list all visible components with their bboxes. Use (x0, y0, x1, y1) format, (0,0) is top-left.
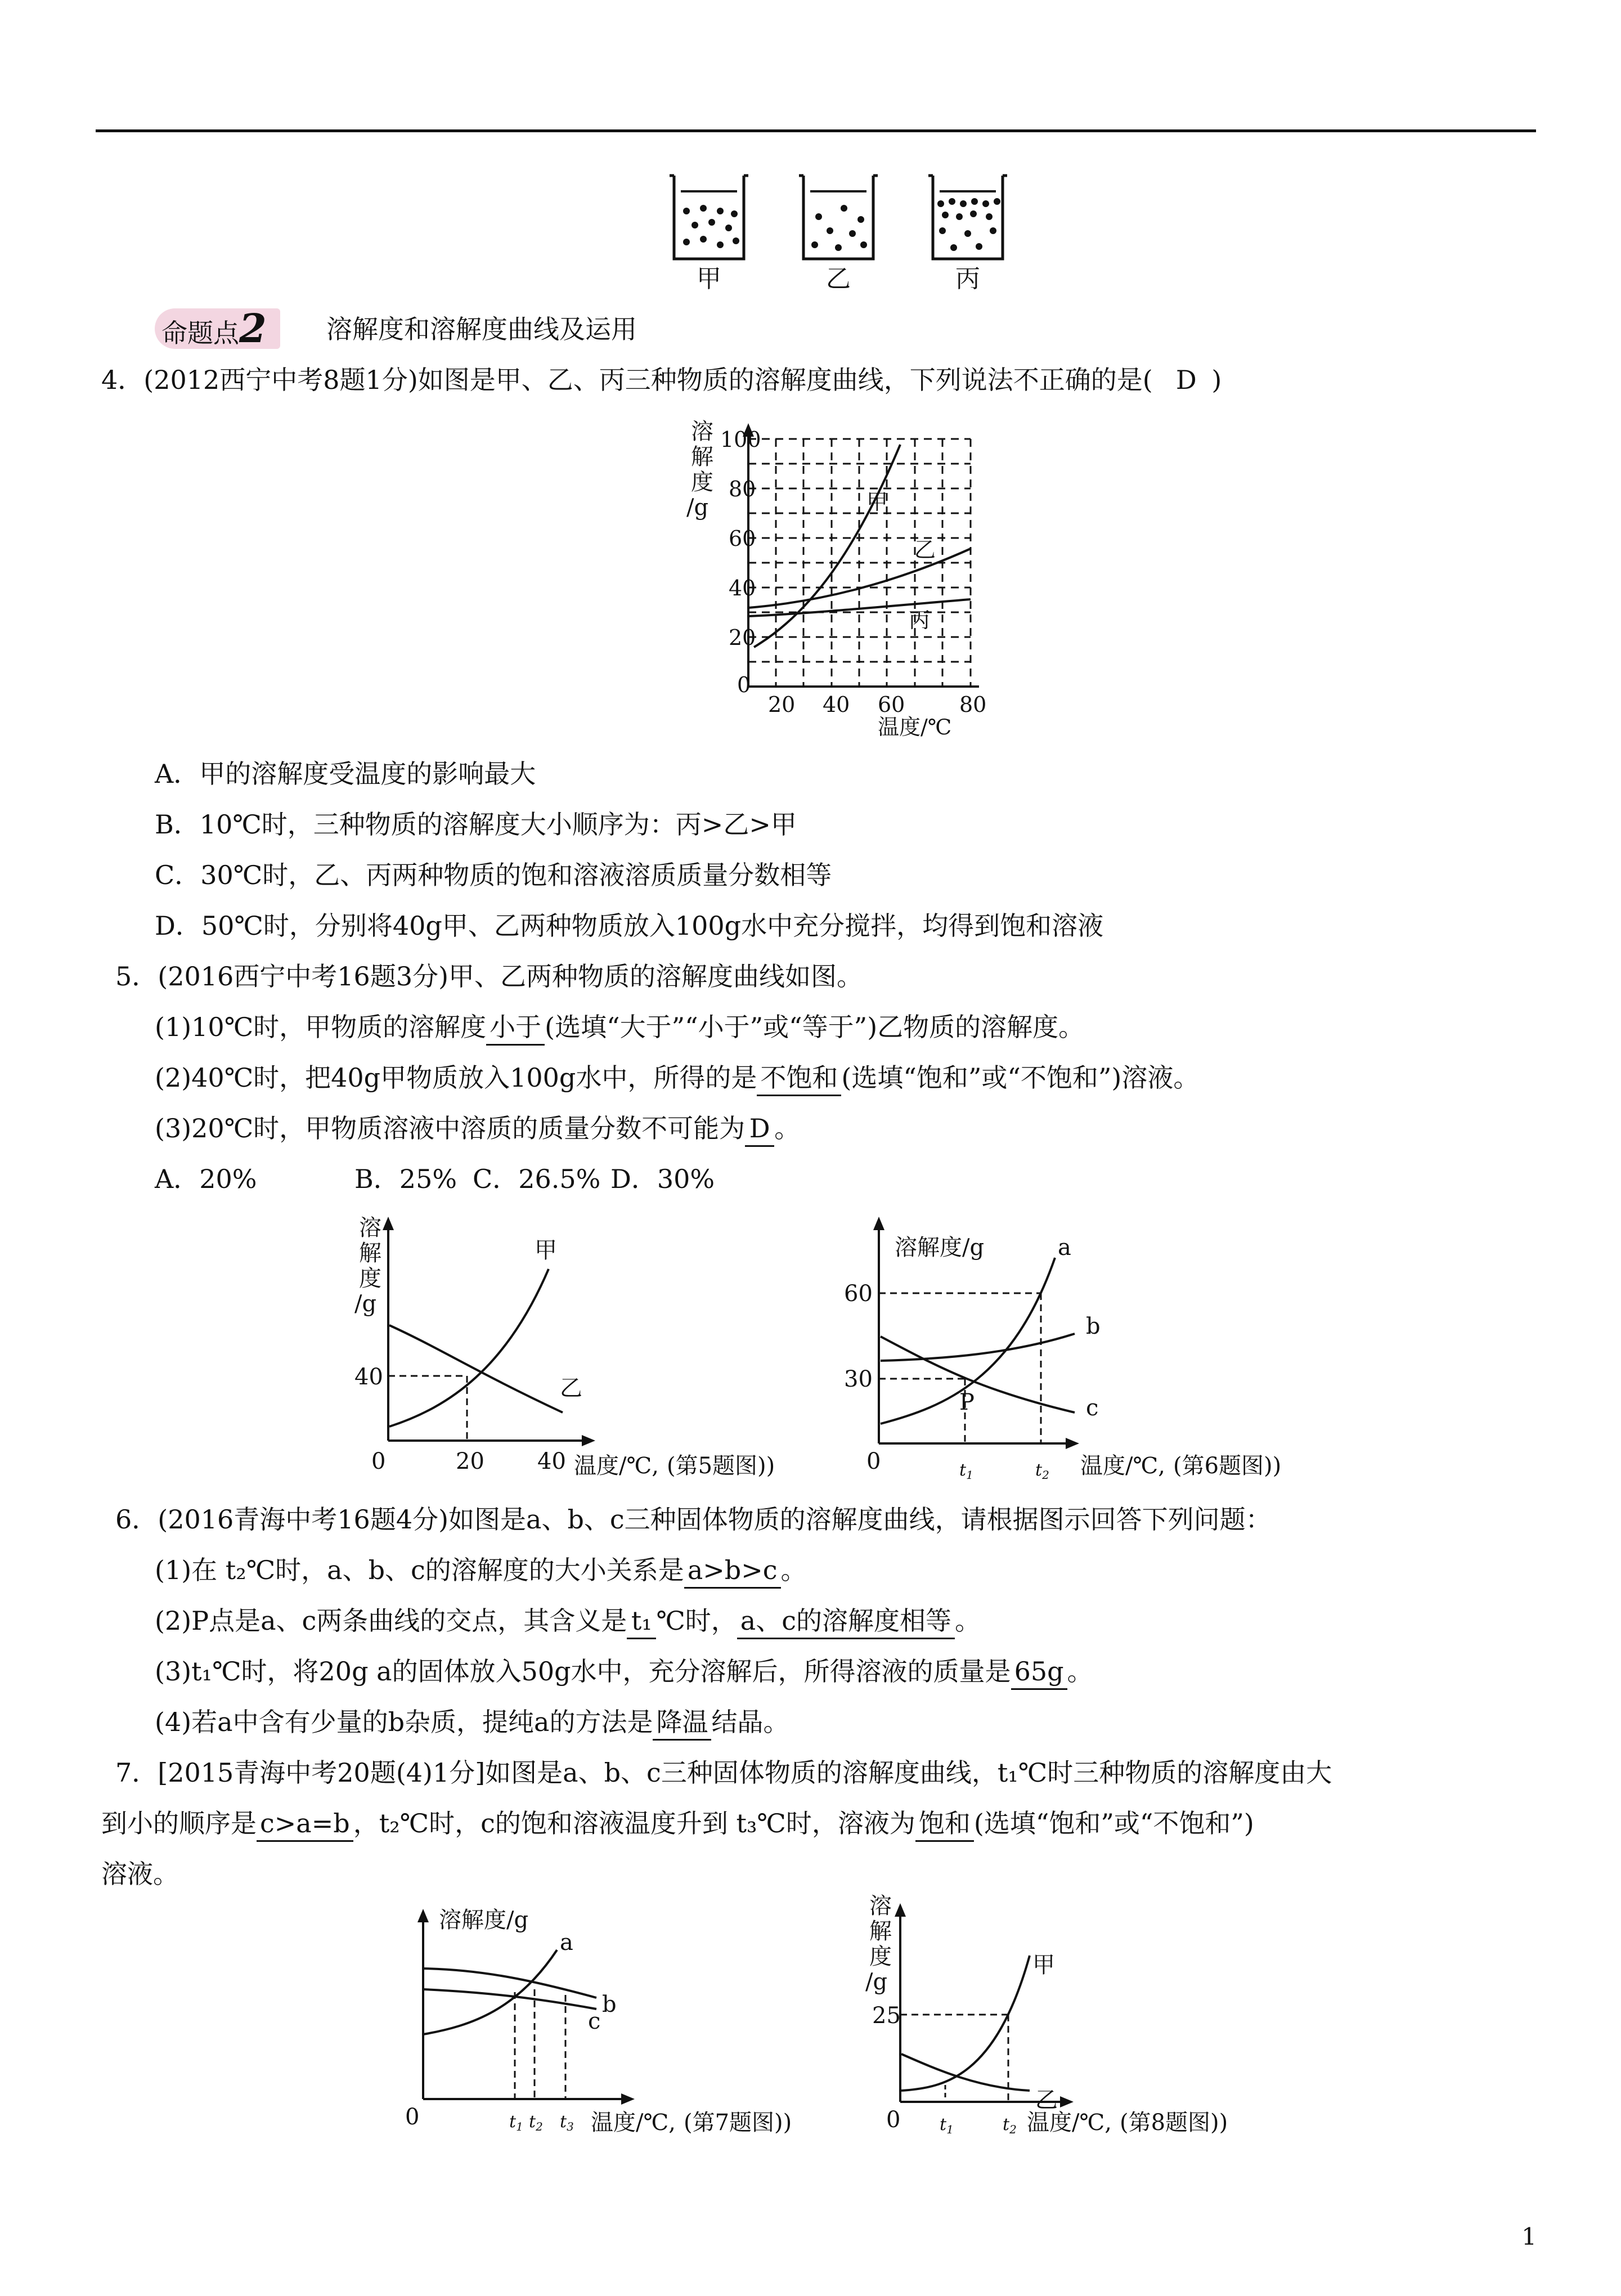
chart5-x-arrow (582, 1435, 595, 1446)
q6-p3-answer: 65g (1011, 1654, 1067, 1690)
chart5-ylabel-3: 度 (359, 1266, 381, 1292)
chart5-y-arrow (383, 1217, 394, 1230)
q5-part1 (155, 1010, 1084, 1046)
beakers-figure (664, 169, 1024, 298)
chart4-ylabel-1: 溶 (691, 419, 713, 445)
q6-p2-answer2: a、c的溶解度相等 (737, 1604, 955, 1639)
q6-p2-post: 。 (954, 1606, 981, 1636)
q5-p2-answer: 不饱和 (757, 1061, 841, 1096)
chart4-ylabel-3: 度 (691, 469, 713, 495)
q4-close: ) (1211, 365, 1222, 395)
chart5-caption: (第5题图)) (667, 1453, 775, 1479)
chart5-xtick-20: 20 (456, 1449, 484, 1474)
chart-q8 (861, 1891, 1367, 2161)
chart4-ytick-60: 60 (729, 526, 756, 551)
q6-p4-pre: (4)若a中含有少量的b杂质，提纯a的方法是 (155, 1707, 653, 1737)
q6-p4-post: 结晶。 (711, 1707, 789, 1737)
beaker-bing (928, 176, 1007, 259)
chart7-label-b: b (602, 1992, 617, 2017)
chart7-curve-a (423, 1950, 557, 2034)
chart5-xlabel: 温度/℃, (574, 1453, 659, 1479)
chart6-ytick-60: 60 (844, 1281, 873, 1307)
chart4-label-bing: 丙 (909, 608, 931, 633)
chart7-label-c: c (588, 2008, 601, 2034)
chart8-curve-yi (901, 2054, 1030, 2091)
chart8-curve-jia (901, 1956, 1030, 2091)
chart4-xtick-20: 20 (768, 692, 796, 717)
q6-p3-pre: (3)t₁℃时，将20g a的固体放入50g水中，充分溶解后，所得溶液的质量是 (155, 1656, 1011, 1687)
q5-option-b: B．25% (354, 1164, 457, 1194)
q4-answer: D (1175, 365, 1197, 395)
chart8-caption: (第8题图)) (1120, 2110, 1228, 2136)
chart8-ylabel-1: 溶 (869, 1893, 892, 1919)
chart7-x-arrow (621, 2093, 635, 2105)
q6-stem: 6．(2016青海中考16题4分)如图是a、b、c三种固体物质的溶解度曲线，请根据图示回答下列问题： (115, 1504, 1272, 1535)
chart7-xtick-t1: $t_1$ (509, 2112, 523, 2133)
chart5-curve-yi (389, 1325, 563, 1412)
chart7-xlabel: 温度/℃, (591, 2110, 676, 2136)
q7-line1: 7．[2015青海中考20题(4)1分]如图是a、b、c三种固体物质的溶解度曲线，t₁℃时三种物质的溶解度由大 (115, 1757, 1332, 1788)
beaker-jia (670, 176, 748, 259)
chart7-curve-b (423, 1989, 596, 2009)
q6-part2 (155, 1604, 981, 1639)
chart5-ylabel-2: 解 (359, 1240, 381, 1266)
topic-title: 溶解度和溶解度曲线及运用 (326, 314, 637, 344)
chart7-origin: 0 (405, 2104, 420, 2130)
topic-badge-number: 2 (239, 305, 267, 352)
chart5-curve-jia (389, 1269, 549, 1427)
chart7-label-a: a (560, 1930, 573, 1956)
chart6-label-b: b (1086, 1313, 1101, 1339)
q4-option-b: B．10℃时，三种物质的溶解度大小顺序为：丙>乙>甲 (155, 809, 797, 840)
q5-option-d: D．30% (610, 1164, 715, 1194)
chart7-xtick-t3: $t_3$ (560, 2112, 574, 2133)
chart8-y-arrow (895, 1903, 906, 1917)
chart4-label-yi: 乙 (914, 537, 936, 562)
topic-badge-label: 命题点 (161, 318, 239, 348)
chart8-x-arrow (1060, 2096, 1074, 2107)
chart-q4 (675, 411, 1024, 748)
chart-q7 (388, 1896, 895, 2161)
chart6-y-arrow (873, 1217, 884, 1230)
q4-stem (101, 363, 1222, 397)
q5-p3-post: 。 (774, 1113, 801, 1143)
q5-p3-answer: D (745, 1111, 774, 1147)
chart6-xtick-t1: $t_1$ (959, 1460, 973, 1482)
chart7-xtick-t2: $t_2$ (529, 2112, 543, 2133)
chart6-label-a: a (1058, 1235, 1071, 1261)
chart4-xtick-80: 80 (959, 692, 987, 717)
chart6-ylabel: 溶解度/g (895, 1235, 985, 1261)
q5-p1-pre: (1)10℃时，甲物质的溶解度 (155, 1012, 487, 1042)
chart8-label-jia: 甲 (1032, 1952, 1055, 1978)
chart6-x-arrow (1066, 1438, 1079, 1449)
chart-q5 (338, 1204, 844, 1491)
chart6-curve-c (881, 1337, 1075, 1412)
chart8-xtick-t1: $t_1$ (940, 2115, 954, 2136)
chart8-ylabel-2: 解 (869, 1918, 892, 1944)
chart4-ytick-20: 20 (729, 625, 756, 650)
chart8-xtick-t2: $t_2$ (1003, 2115, 1017, 2136)
q6-p4-answer: 降温 (653, 1705, 711, 1741)
page-number: 1 (1521, 2223, 1537, 2250)
beaker-label-yi: 乙 (826, 264, 851, 293)
chart7-ylabel: 溶解度/g (439, 1907, 529, 1933)
q5-p1-post: (选填“大于”“小于”或“等于”)乙物质的溶解度。 (545, 1012, 1085, 1042)
chart4-xtick-60: 60 (878, 692, 905, 717)
q5-option-a: A．20% (155, 1164, 257, 1194)
beaker-yi (799, 176, 878, 259)
q4-option-d: D．50℃时，分别将40g甲、乙两种物质放入100g水中充分搅拌，均得到饱和溶液 (155, 911, 1104, 941)
chart4-xtick-40: 40 (823, 692, 850, 717)
q7-line3: 溶液。 (101, 1859, 179, 1889)
q7-answer1: c>a=b (257, 1806, 353, 1842)
chart-q6 (833, 1204, 1395, 1491)
chart8-ylabel-3: 度 (869, 1944, 892, 1970)
chart6-label-c: c (1086, 1395, 1099, 1421)
q6-part1 (155, 1553, 807, 1589)
chart4-label-jia: 甲 (866, 490, 888, 514)
chart8-xlabel: 温度/℃, (1027, 2110, 1112, 2136)
q5-p2-pre: (2)40℃时，把40g甲物质放入100g水中，所得的是 (155, 1062, 757, 1093)
chart6-xlabel: 温度/℃, (1080, 1453, 1165, 1479)
chart4-ytick-80: 80 (729, 477, 756, 501)
q7-line2-pre: 到小的顺序是 (101, 1808, 257, 1838)
beaker-label-jia: 甲 (697, 264, 721, 293)
q4-option-a: A．甲的溶解度受温度的影响最大 (155, 759, 536, 789)
chart5-ytick-40: 40 (354, 1364, 383, 1390)
chart6-ytick-30: 30 (844, 1366, 873, 1392)
chart4-xlabel: 温度/℃ (878, 715, 952, 739)
chart4-ytick-40: 40 (729, 576, 756, 600)
q7-line2-post: (选填“饱和”或“不饱和”) (973, 1808, 1254, 1838)
chart7-caption: (第7题图)) (684, 2110, 792, 2136)
chart6-caption: (第6题图)) (1173, 1453, 1282, 1479)
chart4-ylabel-2: 解 (691, 444, 713, 470)
q5-p2-post: (选填“饱和”或“不饱和”)溶液。 (841, 1062, 1200, 1093)
q5-part2 (155, 1061, 1199, 1096)
q6-p1-answer: a>b>c (684, 1553, 781, 1589)
q5-option-c: C．26.5% (473, 1164, 601, 1194)
chart6-origin: 0 (866, 1449, 881, 1474)
q6-p1-pre: (1)在 t₂℃时，a、b、c的溶解度的大小关系是 (155, 1555, 684, 1585)
q6-p2-answer1: t₁ (627, 1604, 656, 1639)
q7-line2-mid: ，t₂℃时，c的饱和溶液温度升到 t₃℃时，溶液为 (353, 1808, 915, 1838)
q6-part3 (155, 1654, 1093, 1690)
q7-answer2: 饱和 (915, 1806, 974, 1842)
top-rule (96, 129, 1536, 132)
chart4-ytick-100: 100 (720, 427, 761, 452)
chart5-label-jia: 甲 (535, 1237, 557, 1263)
q5-p1-answer: 小于 (486, 1010, 545, 1046)
q5-p3-pre: (3)20℃时，甲物质溶液中溶质的质量分数不可能为 (155, 1113, 746, 1143)
q6-part4 (155, 1705, 789, 1741)
chart7-y-arrow (417, 1909, 429, 1922)
chart8-ytick-25: 25 (872, 2003, 901, 2029)
chart4-ylabel-4: /g (686, 495, 709, 521)
chart5-ylabel-4: /g (354, 1291, 377, 1317)
q5-stem: 5．(2016西宁中考16题3分)甲、乙两种物质的溶解度曲线如图。 (115, 961, 863, 992)
chart5-xtick-40: 40 (537, 1449, 566, 1474)
chart4-origin: 0 (737, 672, 751, 697)
chart6-point-p: P (959, 1389, 975, 1415)
chart5-ylabel-1: 溶 (359, 1215, 381, 1241)
q7-line2 (101, 1806, 1254, 1842)
chart6-curve-b (881, 1334, 1075, 1361)
chart6-xtick-t2: $t_2$ (1035, 1460, 1049, 1482)
beaker-label-bing: 丙 (955, 264, 980, 293)
chart7-curve-c (423, 1968, 596, 1998)
q5-part3 (155, 1111, 800, 1147)
q4-option-c: C．30℃时，乙、丙两种物质的饱和溶液溶质质量分数相等 (155, 860, 832, 890)
q6-p3-post: 。 (1067, 1656, 1093, 1687)
chart8-origin: 0 (886, 2107, 901, 2133)
chart5-xtick-0: 0 (371, 1449, 386, 1474)
chart8-ylabel-4: /g (865, 1969, 888, 1995)
chart5-label-yi: 乙 (560, 1375, 582, 1401)
chart8-label-yi: 乙 (1035, 2087, 1058, 2113)
q6-p2-pre: (2)P点是a、c两条曲线的交点，其含义是 (155, 1606, 627, 1636)
q4-stem-text: 4．(2012西宁中考8题1分)如图是甲、乙、丙三种物质的溶解度曲线，下列说法不正确的是( (101, 365, 1153, 395)
topic-badge (155, 305, 280, 352)
q6-p1-post: 。 (780, 1555, 807, 1585)
q6-p2-mid: ℃时， (656, 1606, 737, 1636)
